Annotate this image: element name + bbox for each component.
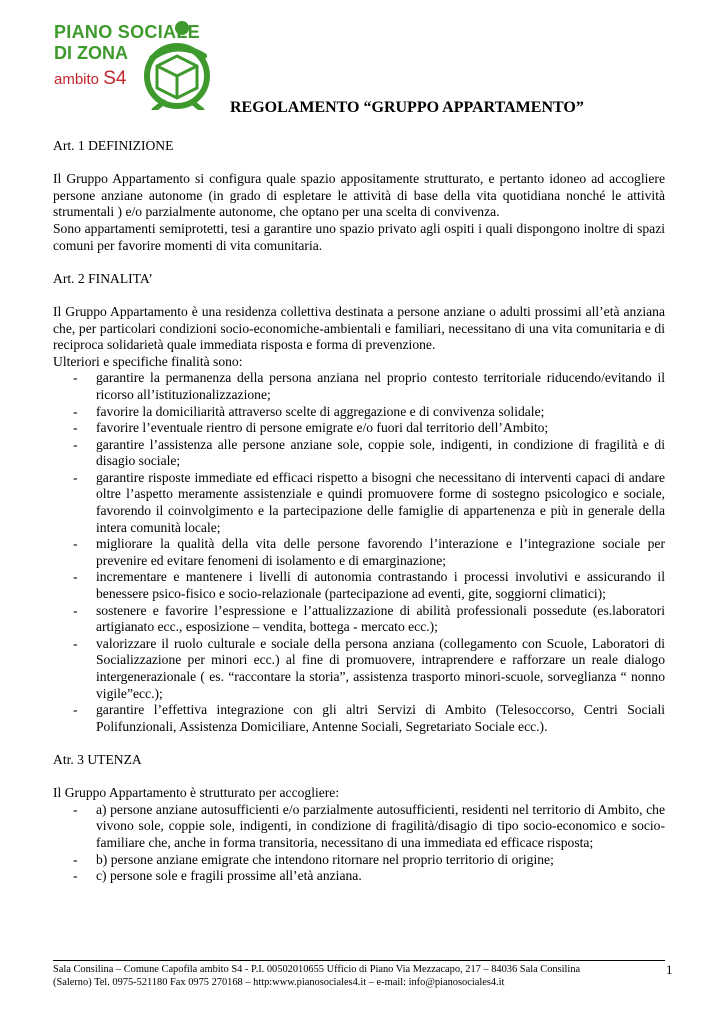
footer-line-1: Sala Consilina – Comune Capofila ambito S4 - P.I. 00502010655 Ufficio di Piano Via Mezzacapo, 217 – 84036 Sala Consilina — [53, 964, 581, 975]
art3-heading: Atr. 3 UTENZA — [53, 751, 142, 767]
art2-paragraph-2: Ulteriori e specifiche finalità sono: — [53, 353, 243, 369]
list-item: - b) persone anziane emigrate che intendono ritornare nel proprio territorio di origine; — [53, 852, 665, 869]
list-item: - garantire l’effettiva integrazione con gli altri Servizi di Ambito (Telesoccorso, Centri Sociali Polifunzionali, Assistenza Domiciliare, Antenne Sociali, Segretariato Sociale ecc.). — [53, 702, 665, 735]
list-item: - incrementare e mantenere i livelli di autonomia contrastando i processi involutivi e assicurando il benessere psico-fisico e socio-relazionale (partecipazione ad eventi, gite, soggiorni climatici); — [53, 569, 665, 602]
page-footer — [53, 960, 665, 989]
list-item: - garantire l’assistenza alle persone anziane sole, coppie sole, indigenti, in condizione di fragilità e di disagio sociale; — [53, 437, 665, 470]
list-item: - c) persone sole e fragili prossime all’età anziana. — [53, 868, 665, 885]
art2-paragraph-1: Il Gruppo Appartamento è una residenza collettiva destinata a persone anziane o adulti prossimi all’età anziana che, per particolari condizioni socio-economiche-ambientali e familiari, necessitano di una vita comunitaria e di reciproca solidarietà quale immediata risposta e forma di prevenzione. — [53, 303, 665, 353]
art3-paragraph-1: Il Gruppo Appartamento è strutturato per accogliere: — [53, 785, 340, 801]
logo-ambito-label: ambito — [54, 71, 100, 88]
logo-line1: PIANO SOCIALE — [54, 22, 200, 42]
list-item: - a) persone anziane autosufficienti e/o parzialmente autosufficienti, residenti nel territorio di Ambito, che vivono sole, coppie sole, indigenti, in condizione di fragilità/disagio di tipo socio-economico e socio-familiare che, anche in forma transitoria, necessitano di una immediata ed efficace risposta; — [53, 802, 665, 852]
document-title: REGOLAMENTO “GRUPPO APPARTAMENTO” — [230, 99, 584, 116]
logo-ambito-code: S4 — [103, 68, 127, 89]
logo-line2: DI ZONA — [54, 43, 128, 63]
list-item: - favorire la domiciliarità attraverso scelte di aggregazione e di convivenza solidale; — [53, 404, 665, 421]
document-body — [53, 138, 665, 885]
list-item: - sostenere e favorire l’espressione e l’attualizzazione di abilità professionali possedute (es.laboratori artigianato ecc., esposizione – vendita, bottega - mercato ecc.); — [53, 603, 665, 636]
art2-list — [53, 370, 665, 735]
art3-list — [53, 802, 665, 885]
art1-paragraph-2: Sono appartamenti semiprotetti, tesi a garantire uno spazio privato agli ospiti i quali dispongono inoltre di spazi comuni per favorire momenti di vita comunitaria. — [53, 220, 665, 253]
logo-ambito — [54, 68, 126, 90]
list-item: - garantire risposte immediate ed efficaci rispetto a bisogni che necessitano di interventi capaci di andare oltre l’aspetto meramente assistenziale e quindi promuovere forme di sostegno psicologico e sociale, favorendo il coinvolgimento e la partecipazione delle famiglie di appartenenza e più in generale della intera comunità locale; — [53, 470, 665, 536]
art1-heading: Art. 1 DEFINIZIONE — [53, 138, 174, 153]
footer-line-2: (Salerno) Tel. 0975-521180 Fax 0975 270168 – http:www.pianosociales4.it – e-mail: info@pianosociales4.it — [53, 977, 505, 988]
art1-paragraph-1: Il Gruppo Appartamento si configura quale spazio appositamente strutturato, e pertanto idoneo ad accogliere persone anziane autonome (in grado di espletare le attività di base della vita quotidiana nonché le attività strumentali ) e/o parzialmente autonome, che optano per una scelta di convivenza. — [53, 171, 665, 220]
page-number: 1 — [666, 962, 673, 977]
list-item: - valorizzare il ruolo culturale e sociale della persona anziana (collegamento con Scuole, Laboratori di Socializzazione per minori ecc.) al fine di promuovere, intraprendere e rafforzare un reale dialogo intergenerazionale ( es. “raccontare la storia”, assistenza trasporto minori-scuole, sorveglianza “ nonno vigile”ecc.); — [53, 636, 665, 702]
list-item: - favorire l’eventuale rientro di persone emigrate e/o fuori dal territorio dell’Ambito; — [53, 420, 665, 437]
art2-heading: Art. 2 FINALITA’ — [53, 270, 153, 286]
list-item: - garantire la permanenza della persona anziana nel proprio contesto territoriale riducendo/evitando il ricorso all’istituzionalizzazione; — [53, 370, 665, 403]
list-item: - migliorare la qualità della vita delle persone favorendo l’interazione e l’integrazione sociale per prevenire ed evitare fenomeni di isolamento e di emarginazione; — [53, 536, 665, 569]
piano-sociale-logo — [52, 18, 222, 110]
